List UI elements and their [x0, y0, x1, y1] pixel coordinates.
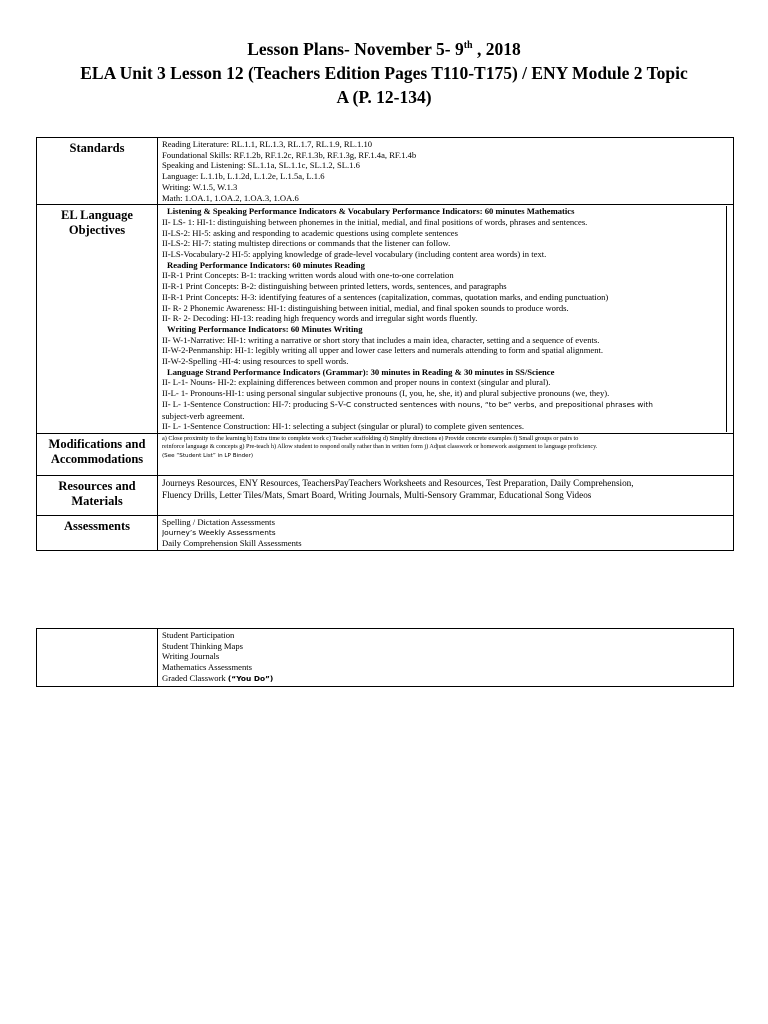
el-objectives-label: [37, 205, 158, 434]
standards-line: Writing: W.1.5, W.1.3: [162, 181, 238, 192]
modifications-label: [37, 433, 158, 475]
el-indicator: II- L-1- Nouns- HI-2: explaining differences between common and proper nouns in context (singular and plural).: [162, 377, 551, 388]
resources-line: Journeys Resources, ENY Resources, TeachersPayTeachers Worksheets and Resources, Test Preparation, Daily Comprehension,: [162, 477, 634, 488]
standards-line: Math: 1.OA.1, 1.OA.2, 1.OA.3, 1.OA.6: [162, 192, 299, 203]
el-indicator: II-R-1 Print Concepts: H-3: identifying features of a sentences (capitalization, commas, quotation marks, and ending punctuation): [162, 291, 609, 302]
assessments-row: [37, 515, 734, 550]
modifications-label-line: Accommodations: [50, 451, 144, 466]
assessments-continued-table: [36, 628, 734, 687]
el-indicator: II-W-2-Spelling -HI-4: using resources to spell words.: [162, 356, 349, 367]
title-date-prefix: Lesson Plans- November 5- 9: [247, 39, 464, 59]
standards-row: [37, 138, 734, 205]
el-indicator: II-R-1 Print Concepts: B-2: distinguishing between printed letters, words, sentences, and paragraphs: [162, 281, 507, 292]
el-indicator: II-W-2-Penmanship: HI-1: legibly writing all upper and lower case letters and numerals attending to form and spatial alignment.: [162, 345, 604, 356]
assessments-line-part: Graded Classwork: [162, 672, 228, 683]
standards-label: Standards: [37, 138, 158, 205]
el-indicator: II-R-1 Print Concepts: B-1: tracking written words aloud with one-to-one correlation: [162, 270, 454, 281]
el-objectives-row: [37, 205, 734, 434]
assessments-line: Student Thinking Maps: [162, 640, 244, 651]
modifications-line: a) Close proximity to the learning b) Extra time to complete work c) Teacher scaffolding d) Simplify directions e) Provide concrete examples f) Small groups or pairs to: [162, 434, 579, 442]
assessments-line-part: (“You Do”): [227, 673, 274, 683]
assessments-continued-content: [158, 629, 734, 687]
assessments-line: Mathematics Assessments: [162, 662, 252, 673]
assessments-line: Journey’s Weekly Assessments: [162, 527, 276, 537]
el-indicator: II-LS-2: HI-7: stating multistep directions or commands that the listener can follow.: [162, 238, 451, 249]
el-objectives-content: [158, 205, 734, 434]
el-indicator: II- R- 2- Decoding: HI-13: reading high frequency words and irregular sight words fluently.: [162, 313, 478, 324]
assessments-line: Daily Comprehension Skill Assessments: [162, 538, 302, 549]
title-line-3: A (P. 12-134): [336, 87, 432, 107]
modifications-content: [158, 433, 734, 475]
el-section-heading: Language Strand Performance Indicators (Grammar): 30 minutes in Reading & 30 minutes in SS/Science: [167, 366, 555, 377]
resources-row: [37, 475, 734, 515]
el-indicator: II- LS- 1: HI-1: distinguishing between phonemes in the initial, medial, and final positions of words, phrases and sentences.: [162, 216, 588, 227]
assessments-line: [162, 673, 729, 685]
el-indicator: II-L- 1- Pronouns-HI-1: using personal singular subjective pronouns (I, you, he, she, it) and plural subjective pronouns (we, they).: [162, 388, 610, 399]
el-objectives-box: [162, 206, 727, 432]
el-indicator: II-LS-2: HI-5: asking and responding to academic questions using complete sentences: [162, 227, 458, 238]
el-label-line: EL Language: [61, 208, 133, 223]
assessments-continued-label: [37, 629, 158, 687]
assessments-line: Student Participation: [162, 630, 235, 640]
resources-label-line: Resources and: [58, 478, 136, 493]
resources-label: [37, 475, 158, 515]
page-title: [30, 37, 738, 109]
el-section-heading: Writing Performance Indicators: 60 Minutes Writing: [167, 323, 363, 334]
standards-line: Reading Literature: RL.1.1, RL.1.3, RL.1.7, RL.1.9, RL.1.10: [162, 139, 373, 149]
el-label-line: Objectives: [68, 223, 126, 238]
modifications-label-line: Modifications and: [48, 436, 146, 451]
el-indicator: II- R- 2 Phonemic Awareness: HI-1: distinguishing between initial, medial, and final spoken sounds to produce words.: [162, 302, 569, 313]
lesson-plan-table: [36, 137, 734, 551]
el-indicator: [162, 399, 726, 411]
modifications-line: (See “Student List” in LP Binder): [162, 452, 254, 459]
title-line-2: ELA Unit 3 Lesson 12 (Teachers Edition Pages T110-T175) / ENY Module 2 Topic: [80, 63, 688, 83]
el-indicator-part: C constructed sentences with nouns, “to be” verbs, and prepositional phrases with: [345, 399, 653, 409]
standards-line: Language: L.1.1b, L.1.2d, L.1.2e, L.1.5a, L.1.6: [162, 171, 325, 182]
standards-line: Foundational Skills: RF.1.2b, RF.1.2c, RF.1.3b, RF.1.3g, RF.1.4a, RF.1.4b: [162, 149, 417, 160]
el-indicator: II- W-1-Narrative: HI-1: writing a narrative or short story that includes a main idea, character, setting and a sequence of events.: [162, 334, 600, 345]
resources-label-line: Materials: [71, 493, 123, 508]
assessments-continued-row: [37, 629, 734, 687]
resources-line: Fluency Drills, Letter Tiles/Mats, Smart Board, Writing Journals, Multi-Sensory Grammar, Educational Song Videos: [162, 489, 592, 500]
el-indicator-part: II- L- 1-Sentence Construction: HI-7: producing S-V-: [162, 398, 346, 409]
title-line-1: [30, 37, 738, 61]
assessments-line: Spelling / Dictation Assessments: [162, 516, 275, 527]
el-indicator: II- L- 1-Sentence Construction: HI-1: selecting a subject (singular or plural) to complete given sentences.: [162, 421, 525, 432]
title-date-suffix: , 2018: [472, 39, 521, 59]
assessments-line: Writing Journals: [162, 651, 220, 662]
standards-line: Speaking and Listening: SL.1.1a, SL.1.1c, SL.1.2, SL.1.6: [162, 160, 360, 171]
title-date-superscript: th: [463, 40, 473, 51]
el-indicator: II-LS-Vocabulary-2 HI-5: applying knowledge of grade-level vocabulary (including content area words) in text.: [162, 249, 547, 260]
el-indicator: subject-verb agreement.: [162, 410, 245, 421]
assessments-content: [158, 515, 734, 550]
el-section-heading: Listening & Speaking Performance Indicators & Vocabulary Performance Indicators: 60 minutes Mathematics: [167, 206, 575, 217]
el-section-heading: Reading Performance Indicators: 60 minutes Reading: [167, 259, 365, 270]
assessments-label: Assessments: [37, 515, 158, 550]
resources-content: [158, 475, 734, 515]
modifications-line: reinforce language & concepts g) Pre-teach h) Allow student to respond orally rather than in written form j) Adjust classwork or homework assignment to language proficiency.: [162, 443, 598, 451]
standards-content: [158, 138, 734, 205]
modifications-row: [37, 433, 734, 475]
